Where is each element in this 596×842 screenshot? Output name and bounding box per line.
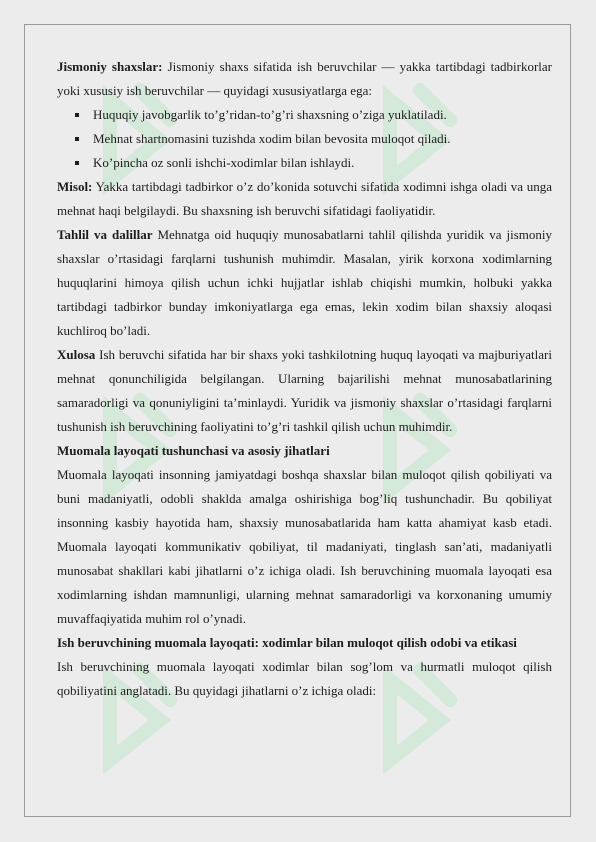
list-item: Ko’pincha oz sonli ishchi-xodimlar bilan ishlaydi. — [75, 151, 552, 175]
paragraph-tahlil — [57, 223, 552, 343]
lead-misol: Misol: — [57, 179, 93, 194]
lead-jismoniy: Jismoniy shaxslar: — [57, 59, 163, 74]
list-item: Huquqiy javobgarlik to’g’ridan-to’g’ri shaxsning o’ziga yuklatiladi. — [75, 103, 552, 127]
section-heading: Muomala layoqati tushunchasi va asosiy jihatlari — [57, 443, 330, 458]
lead-xulosa: Xulosa — [57, 347, 96, 362]
section-heading: Ish beruvchining muomala layoqati: xodimlar bilan muloqot qilish odobi va etikasi — [57, 635, 517, 650]
text-jismoniy: Jismoniy shaxs sifatida ish beruvchilar — yakka tartibdagi tadbirkorlar yoki xususiy ish beruvchilar — quyidagi xususiyatlarga ega: — [57, 59, 553, 98]
text-xulosa: Ish beruvchi sifatida har bir shaxs yoki tashkilotning huquq layoqati va majburiyatlari mehnat qonunchiligida belgilangan. Ularning bajarilishi mehnat munosabatlarining samaradorligi va qonuniyligini ta’minlaydi. Yuridik va jismoniy shaxslar o’rtasidagi farqlarni tushunish ish beruvchining faoliyatini to’g’ri tashkil qilish uchun muhimdir. — [57, 347, 552, 434]
paragraph-muomala: Muomala layoqati insonning jamiyatdagi boshqa shaxslar bilan muloqot qilish qobiliyati va buni madaniyatli, odobli shaklda amalga oshirishiga bog’liq tushunchadir. Bu qobiliyat insonning kasbiy hayotida ham, shaxsiy munosabatlarida ham katta ahamiyat kasb etadi. Muomala layoqati kommunikativ qobiliyat, til madaniyati, tinglash san’ati, madaniyatli munosabat shakllari kabi jihatlarni o’z ichiga oladi. Ish beruvchining muomala layoqati esa xodimlarning ishdan mamnunligi, ularning mehnat samaradorligi va korxonaning umumiy muvaffaqiyatida muhim rol o’ynadi. — [57, 467, 552, 626]
list-item: Mehnat shartnomasini tuzishda xodim bilan bevosita muloqot qiladi. — [75, 127, 552, 151]
document-body — [57, 55, 552, 703]
paragraph-misol — [57, 175, 552, 223]
paragraph-ish-beruvchi: Ish beruvchining muomala layoqati xodimlar bilan sog’lom va hurmatli muloqot qilish qobiliyatini anglatadi. Bu quyidagi jihatlarni o’z ichiga oladi: — [57, 659, 552, 698]
lead-tahlil: Tahlil va dalillar — [57, 227, 153, 242]
paragraph-jismoniy — [57, 55, 552, 103]
text-misol: Yakka tartibdagi tadbirkor o’z do’konida sotuvchi sifatida xodimni ishga oladi va unga mehnat haqi belgilaydi. Bu shaxsning ish beruvchi sifatidagi faoliyatidir. — [57, 179, 552, 218]
bullet-list — [57, 103, 552, 175]
text-tahlil: Mehnatga oid huquqiy munosabatlarni tahlil qilishda yuridik va jismoniy shaxslar o’rtasidagi farqlarni tushunish muhimdir. Masalan, yirik korxona xodimlarning huquqlarini himoya qilish uchun ichki hujjatlar ishlab chiqishi mumkin, holbuki yakka tartibdagi tadbirkor bunday imkoniyatlarga ega emas, lekin xodim bilan shaxsiy aloqasi kuchliroq bo’ladi. — [57, 227, 552, 338]
paragraph-xulosa — [57, 343, 552, 439]
